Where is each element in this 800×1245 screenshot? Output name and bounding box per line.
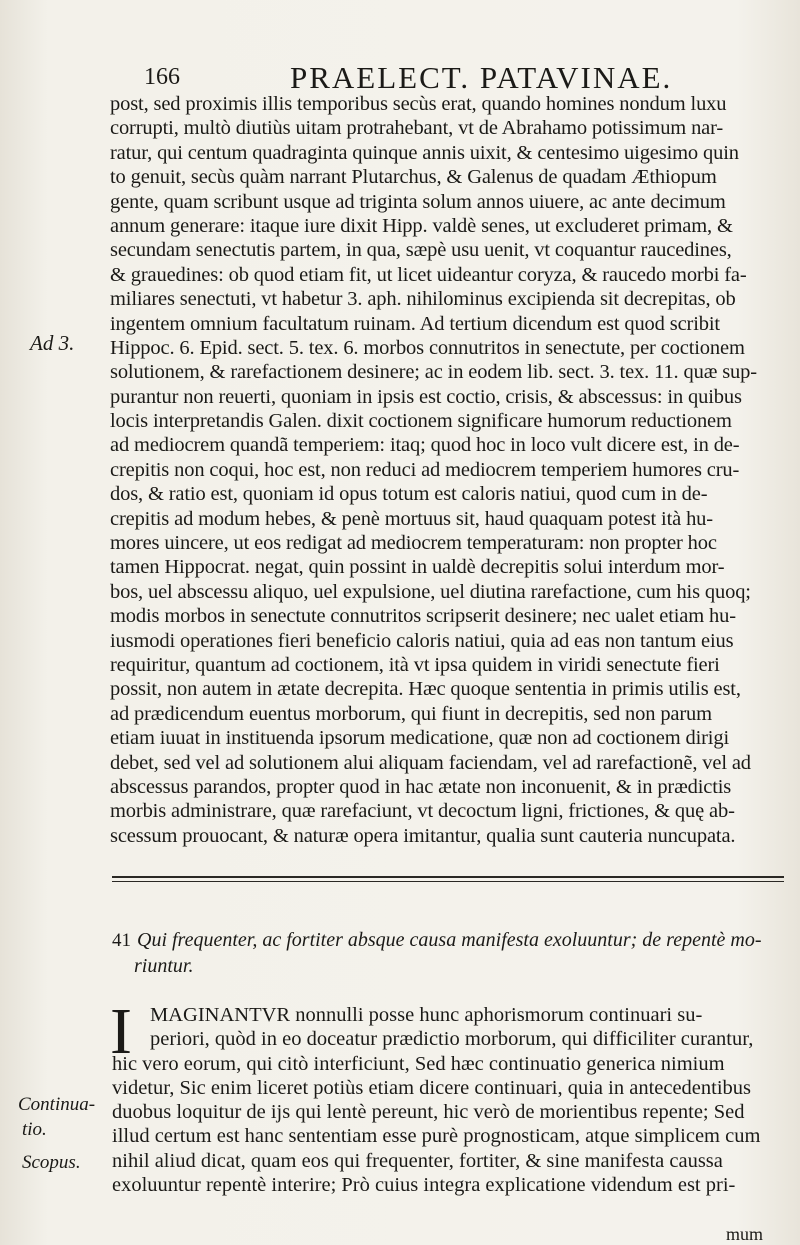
text-line: miliares senectuti, vt habetur 3. aph. nihilominus excipienda sit decrepitas, ob xyxy=(110,288,736,311)
text-line: solutionem, & rarefactionem desinere; ac in eodem lib. sect. 3. tex. 11. quæ sup- xyxy=(110,361,757,384)
text-line: to genuit, secùs quàm narrant Plutarchus, & Galenus de quadam Æthiopum xyxy=(110,166,717,189)
text-line: & grauedines: ob quod etiam fit, ut licet uideantur coryza, & raucedo morbi fa- xyxy=(110,263,747,286)
commentary-line: hic vero eorum, qui citò interficiunt, Sed hæc continuatio generica nimium xyxy=(112,1052,725,1075)
text-line: scessum prouocant, & naturæ opera imitantur, qualia sunt cauteria nuncupata. xyxy=(110,824,736,847)
aphorism-line-2: riuntur. xyxy=(134,955,194,977)
section-rule-bottom xyxy=(112,881,784,882)
text-line: ad prædicendum euentus morborum, qui fiunt in decrepitis, sed non parum xyxy=(110,702,712,725)
text-line: gente, quam scribunt usque ad triginta solum annos uiuere, ac ante decimum xyxy=(110,190,726,213)
running-head: PRAELECT. PATAVINAE. xyxy=(290,60,673,95)
text-line: ad mediocrem quandã temperiem: itaq; quod hoc in loco vult dicere est, in de- xyxy=(110,434,740,457)
page-number: 166 xyxy=(144,64,180,90)
commentary-line: periori, quòd in eo doceatur prædictio morborum, qui difficiliter curantur, xyxy=(150,1028,754,1051)
text-line: etiam iuuat in instituenda ipsorum medicatione, quæ non ad coctionem dirigi xyxy=(110,727,729,750)
text-line: mores uincere, ut eos redigat ad mediocrem temperaturam: non propter hoc xyxy=(110,532,717,555)
page-header xyxy=(140,60,780,96)
text-line: crepitis non coqui, hoc est, non reduci ad mediocrem temperiem humores cru- xyxy=(110,458,740,481)
text-line: debet, sed vel ad solutionem alui aliquam faciendam, vel ad rarefactionẽ, vel ad xyxy=(110,751,751,774)
commentary-line: nihil aliud dicat, quam eos qui frequenter, fortiter, & sine manifesta caussa xyxy=(112,1149,723,1172)
margin-note-continuatio-1: Continua- xyxy=(18,1094,96,1115)
text-line: modis morbos in senectute connutritos scripserit desinere; nec ualet etiam hu- xyxy=(110,605,736,628)
commentary-line: illud certum est hanc sententiam esse purè prognosticam, atque simplicem cum xyxy=(112,1125,761,1148)
text-line: post, sed proximis illis temporibus secùs erat, quando homines nondum luxu xyxy=(110,93,727,115)
text-line: abscessus parandos, propter quod in hac ætate non inconuenit, & in prædictis xyxy=(110,775,732,798)
text-line: iusmodi operationes fieri beneficio caloris natiui, quia ad eas non tantum eius xyxy=(110,629,734,652)
text-line: annum generare: itaque iure dixit Hipp. valdè senes, ut excluderet primam, & xyxy=(110,214,733,237)
ghost-margin-notes xyxy=(8,186,12,203)
catchword: mum xyxy=(726,1224,764,1244)
text-line: dos, & ratio est, quoniam id opus totum est caloris natiui, quod cum in de- xyxy=(110,483,708,506)
commentary-line: duobus loquitur de ijs qui lentè pereunt, hic verò de morientibus repente; Sed xyxy=(112,1101,745,1124)
main-text-block xyxy=(110,92,785,848)
text-line: locis interpretandis Galen. dixit coctionem significare humorum reductionem xyxy=(110,410,732,433)
text-line: bos, uel abscessu aliquo, uel expulsione, uel diutina rarefactione, cum his quoq; xyxy=(110,580,751,603)
drop-cap: I xyxy=(110,995,132,1068)
commentary-line: videtur, Sic enim liceret potiùs etiam dicere continuari, quia in antecedentibus xyxy=(112,1076,752,1099)
aphorism-41 xyxy=(112,927,784,979)
text-line: requiritur, quantum ad coctionem, ità vt ipsa quidem in viridi senectute fieri xyxy=(110,653,720,676)
margin-note-ad3: Ad 3. xyxy=(30,331,75,355)
aphorism-text-1: Qui frequenter, ac fortiter absque causa manifesta exoluuntur; de repentè mo- xyxy=(137,929,762,951)
text-line: possit, non autem in ætate decrepita. Hæc quoque sententia in primis utilis est, xyxy=(110,678,741,701)
text-line: corrupti, multò diutiùs uitam protrahebant, vt de Abrahamo potissimum nar- xyxy=(110,117,724,140)
commentary-block xyxy=(110,995,784,1197)
text-line: morbis administrare, quæ rarefaciunt, vt decoctum ligni, frictiones, & quę ab- xyxy=(110,800,735,823)
aphorism-line-1 xyxy=(112,927,784,953)
aphorism-number: 41 xyxy=(112,930,131,951)
text-line: ratur, qui centum quadraginta quinque annis uixit, & centesimo uigesimo quin xyxy=(110,141,739,164)
section-rule-top xyxy=(112,876,784,878)
text-line: crepitis ad modum hebes, & penè mortuus sit, haud quaquam potest ità hu- xyxy=(110,507,713,530)
text-line: tamen Hippocrat. negat, quin possint in ualdè decrepitis solui interdum mor- xyxy=(110,556,725,579)
text-line: secundam senectutis partem, in qua, sæpè usu uenit, vt coquantur raucedines, xyxy=(110,239,732,262)
text-line: purantur non reuerti, quoniam in ipsis est coctio, crisis, & abscessus: in quibus xyxy=(110,385,742,408)
margin-note-continuatio-2: tio. xyxy=(22,1119,47,1140)
commentary-line: exoluuntur repentè interire; Prò cuius integra explicatione videndum est pri- xyxy=(112,1174,736,1197)
text-line: ingentem omnium facultatum ruinam. Ad tertium dicendum est quod scribit xyxy=(110,312,720,335)
text-line: Hippoc. 6. Epid. sect. 5. tex. 6. morbos connutritos in senectute, per coctionem xyxy=(110,336,745,359)
commentary-line: MAGINANTVR nonnulli posse hunc aphorismorum continuari su- xyxy=(150,1004,703,1026)
margin-note-scopus: Scopus. xyxy=(22,1152,81,1173)
